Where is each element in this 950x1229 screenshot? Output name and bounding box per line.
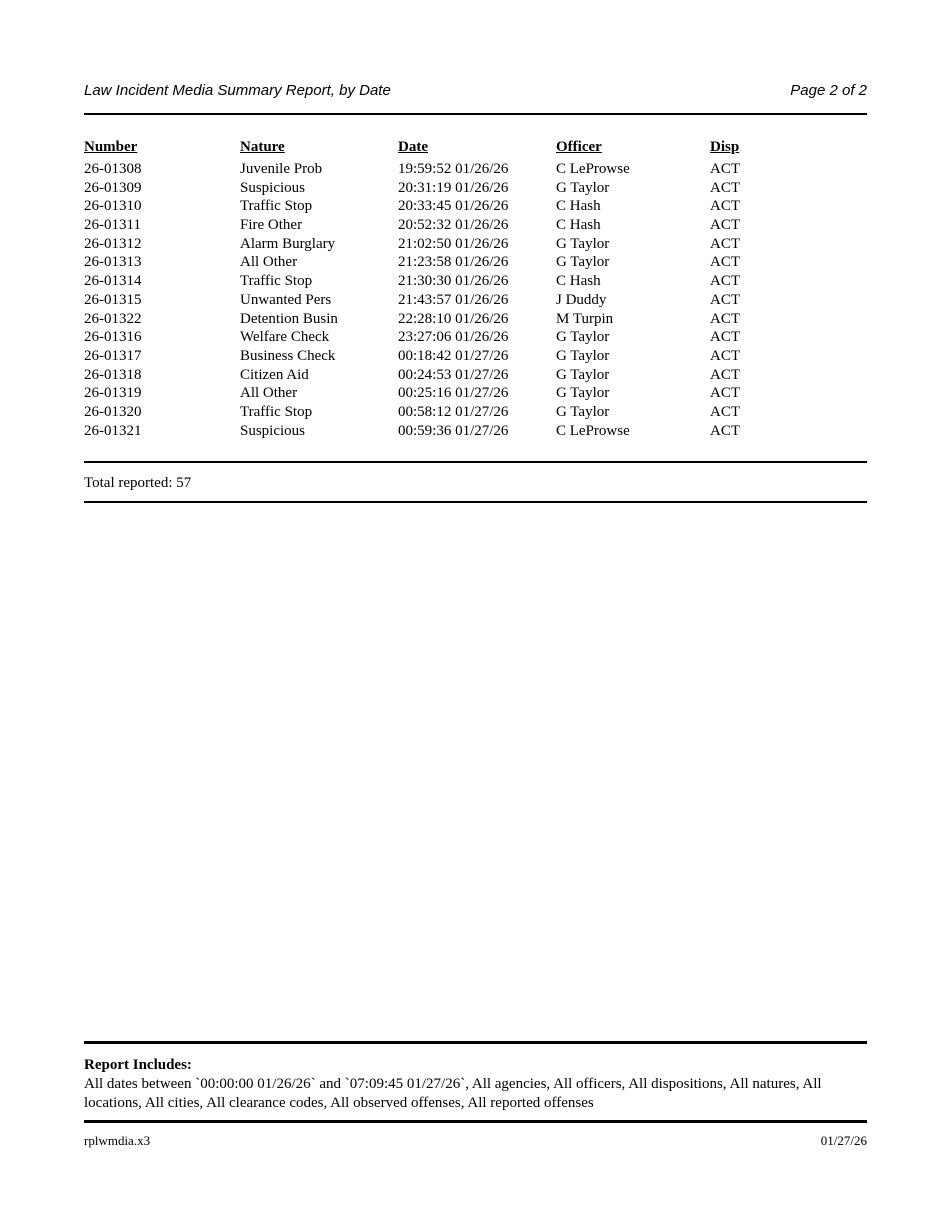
table-cell: 26-01322 [84, 310, 142, 327]
table-cell: 26-01309 [84, 179, 142, 196]
table-row [84, 384, 867, 403]
total-reported: Total reported: 57 [84, 475, 192, 491]
table-cell: Citizen Aid [240, 366, 309, 383]
footer-divider [84, 1120, 867, 1123]
incident-table [84, 139, 867, 440]
table-cell: 21:02:50 01/26/26 [398, 235, 509, 252]
report-includes-section [84, 1056, 867, 1113]
table-row [84, 160, 867, 179]
table-row [84, 253, 867, 272]
table-cell: G Taylor [556, 235, 610, 252]
table-cell: ACT [710, 310, 740, 327]
table-cell: Traffic Stop [240, 198, 313, 215]
table-row [84, 216, 867, 235]
table-cell: Traffic Stop [240, 403, 313, 420]
table-cell: C Hash [556, 198, 601, 215]
table-row [84, 328, 867, 347]
column-header: Officer [556, 139, 602, 155]
table-cell: C LeProwse [556, 161, 630, 177]
table-cell: Business Check [240, 347, 336, 364]
footer-report-id: rplwmdia.x3 [84, 1133, 151, 1148]
table-cell: ACT [710, 254, 740, 271]
table-row [84, 235, 867, 254]
table-row [84, 179, 867, 198]
table-cell: G Taylor [556, 329, 610, 346]
table-row [84, 310, 867, 329]
table-cell: Welfare Check [240, 329, 330, 346]
table-cell: 26-01318 [84, 366, 142, 383]
table-cell: ACT [710, 179, 740, 196]
includes-divider [84, 1041, 867, 1044]
table-cell: 26-01312 [84, 235, 142, 252]
table-cell: ACT [710, 217, 740, 234]
table-cell: Fire Other [240, 217, 303, 234]
table-row [84, 272, 867, 291]
table-cell: 26-01308 [84, 161, 142, 177]
page-number: Page 2 of 2 [790, 82, 867, 99]
table-cell: ACT [710, 329, 740, 346]
table-cell: 26-01321 [84, 422, 142, 439]
table-cell: 26-01316 [84, 329, 142, 346]
table-cell: 00:59:36 01/27/26 [398, 422, 509, 439]
table-row [84, 291, 867, 310]
table-cell: C Hash [556, 217, 601, 234]
header-divider [84, 113, 867, 115]
table-cell: 19:59:52 01/26/26 [398, 161, 509, 177]
table-body [84, 160, 867, 440]
table-cell: 26-01311 [84, 217, 141, 234]
table-row [84, 197, 867, 216]
report-title: Law Incident Media Summary Report, by Date [84, 82, 391, 99]
table-header-row [84, 139, 867, 160]
table-cell: G Taylor [556, 179, 610, 196]
table-cell: 26-01315 [84, 291, 142, 308]
table-row [84, 422, 867, 441]
table-row [84, 403, 867, 422]
table-cell: 26-01320 [84, 403, 142, 420]
table-cell: Suspicious [240, 179, 306, 196]
column-header: Number [84, 139, 138, 155]
table-row [84, 347, 867, 366]
table-cell: 00:25:16 01/27/26 [398, 385, 509, 402]
column-header: Date [398, 139, 428, 155]
table-cell: ACT [710, 273, 740, 290]
total-divider-bottom [84, 501, 867, 503]
table-cell: 26-01317 [84, 347, 142, 364]
table-cell: Detention Busin [240, 310, 338, 327]
footer-date: 01/27/26 [820, 1133, 867, 1148]
table-cell: All Other [240, 254, 298, 271]
table-cell: 22:28:10 01/26/26 [398, 310, 509, 327]
table-cell: Unwanted Pers [240, 291, 332, 308]
table-cell: G Taylor [556, 403, 610, 420]
report-includes-heading: Report Includes: [84, 1057, 192, 1073]
table-cell: M Turpin [556, 310, 614, 327]
report-includes-body: All dates between `00:00:00 01/26/26` and `07:09:45 01/27/26`, All agencies, All officers, All dispositions, All natures, All locations, All cities, All clearance codes, All observed offenses, All reported offenses [84, 1076, 822, 1111]
table-cell: 26-01319 [84, 385, 142, 402]
table-cell: Suspicious [240, 422, 306, 439]
table-cell: 26-01313 [84, 254, 142, 271]
table-cell: 21:23:58 01/26/26 [398, 254, 509, 271]
table-cell: ACT [710, 385, 740, 402]
table-cell: 00:58:12 01/27/26 [398, 403, 509, 420]
table-row [84, 366, 867, 385]
table-cell: 20:52:32 01/26/26 [398, 217, 509, 234]
table-cell: Alarm Burglary [240, 235, 336, 252]
table-cell: G Taylor [556, 347, 610, 364]
table-cell: ACT [710, 235, 740, 252]
table-cell: 21:30:30 01/26/26 [398, 273, 509, 290]
table-cell: G Taylor [556, 366, 610, 383]
table-cell: 20:31:19 01/26/26 [398, 179, 509, 196]
table-cell: 26-01314 [84, 273, 142, 290]
table-cell: ACT [710, 198, 740, 215]
table-cell: G Taylor [556, 385, 610, 402]
table-cell: 23:27:06 01/26/26 [398, 329, 509, 346]
table-cell: ACT [710, 422, 740, 439]
column-header: Nature [240, 139, 285, 155]
table-cell: C LeProwse [556, 422, 630, 439]
table-cell: 20:33:45 01/26/26 [398, 198, 509, 215]
table-cell: C Hash [556, 273, 601, 290]
table-cell: 00:18:42 01/27/26 [398, 347, 509, 364]
table-cell: ACT [710, 366, 740, 383]
total-divider-top [84, 461, 867, 463]
table-cell: ACT [710, 161, 740, 177]
table-cell: J Duddy [556, 291, 607, 308]
table-cell: ACT [710, 403, 740, 420]
table-cell: Juvenile Prob [240, 161, 323, 177]
table-cell: All Other [240, 385, 298, 402]
page-footer [84, 1133, 867, 1148]
table-cell: 21:43:57 01/26/26 [398, 291, 509, 308]
table-cell: G Taylor [556, 254, 610, 271]
column-header: Disp [710, 139, 740, 155]
page-header [84, 82, 867, 99]
table-cell: 26-01310 [84, 198, 142, 215]
table-cell: Traffic Stop [240, 273, 313, 290]
table-cell: 00:24:53 01/27/26 [398, 366, 509, 383]
table-cell: ACT [710, 347, 740, 364]
table-cell: ACT [710, 291, 740, 308]
